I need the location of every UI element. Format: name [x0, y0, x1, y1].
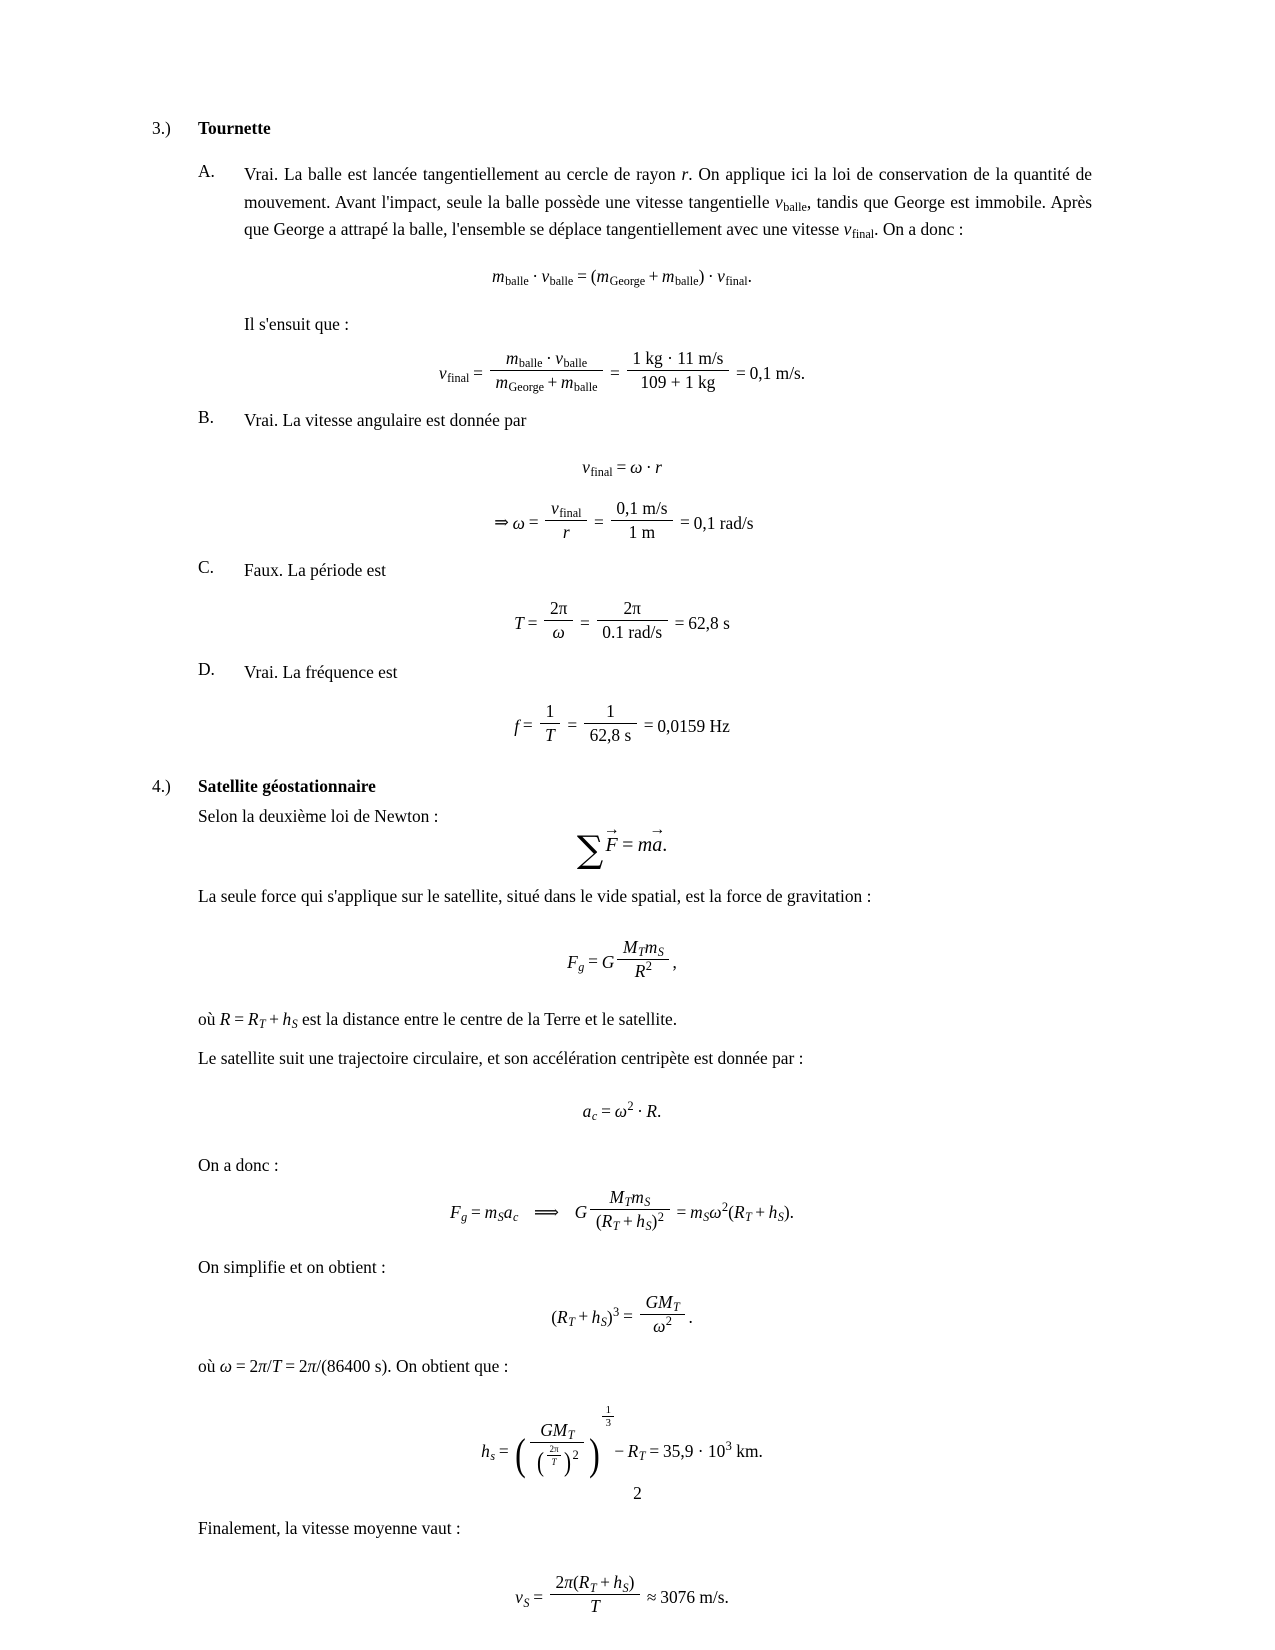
math-summation-symbol: ∑ [576, 828, 604, 872]
fraction-numerator: 2π [549, 598, 568, 618]
math-var-r: r [681, 164, 689, 184]
equation-v-omega-r [152, 457, 1092, 478]
math-sub: final [447, 371, 470, 386]
fraction-1-over-628 [584, 701, 637, 746]
text-fragment: . On obtient que : [387, 1355, 509, 1376]
math-equals: = [594, 512, 604, 533]
math-var-v-final: v [843, 219, 852, 239]
fraction-numerator: 2π [623, 598, 641, 618]
math-implies-arrow: ⟹ [534, 1201, 559, 1222]
math-paren-close: ) [698, 265, 705, 286]
math-sub: balle [563, 356, 588, 371]
math-a: a [652, 834, 663, 856]
math-dot: · [707, 265, 714, 286]
text-fragment: . On a donc : [874, 219, 964, 239]
math-sub: S [497, 1210, 504, 1225]
section-3-item-D-letter: D. [198, 659, 215, 679]
math-plus: + [648, 265, 659, 286]
math-omega: ω [709, 1201, 722, 1222]
fraction-numerator: 0,1 m/s [616, 497, 668, 518]
centripetal-intro-text: Le satellite suit une trajectoire circulaire, et son accélération centripète est donnée par : [198, 1048, 804, 1068]
math-v: v [551, 497, 559, 518]
math-equals: = [498, 1440, 509, 1461]
math-plus: + [578, 1306, 589, 1327]
math-R: R [247, 1008, 259, 1029]
math-h: h [768, 1201, 778, 1222]
math-h: h [282, 1008, 292, 1029]
fraction-numerator [617, 937, 669, 959]
math-equals: = [522, 715, 533, 736]
fraction-v-over-r [545, 498, 587, 543]
math-sub-final: final [851, 227, 875, 242]
math-exponent: 2 [657, 1209, 664, 1224]
math-result: 3076 m/s. [660, 1587, 729, 1608]
math-approx-sign: ≈ [646, 1587, 657, 1608]
math-comma: , [672, 951, 677, 972]
equation-gravitational-force [152, 937, 1092, 982]
math-exponent-onethird [602, 1405, 614, 1430]
math-h: h [636, 1211, 645, 1231]
fraction-numerator: 1 [606, 700, 615, 721]
section-3-title: Tournette [198, 118, 271, 138]
math-sub: T [745, 1210, 752, 1225]
math-r: r [655, 456, 662, 477]
math-plus: + [622, 1211, 633, 1231]
math-sub: c [591, 1108, 598, 1123]
math-omega: ω [630, 456, 643, 477]
fraction-denominator: T [547, 1455, 562, 1467]
math-equals: = [622, 834, 634, 856]
math-plus: + [547, 372, 558, 392]
omega-definition-text [198, 1353, 1092, 1381]
math-sub: T [637, 944, 645, 959]
math-sub: S [657, 944, 664, 959]
math-m: m [661, 265, 675, 286]
fraction-denominator: 109 + 1 kg [627, 370, 729, 393]
equation-vfinal [152, 348, 1092, 393]
math-period: . [662, 834, 668, 856]
math-v: v [717, 265, 725, 286]
math-sub: George [508, 380, 545, 395]
math-m: m [690, 1201, 703, 1222]
math-dot: · [546, 348, 552, 368]
math-sub: final [559, 505, 582, 520]
il-sensuit-text: Il s'ensuit que : [244, 313, 350, 334]
math-sub: balle [573, 380, 598, 395]
math-implies-arrow: ⇒ [494, 512, 509, 533]
math-equals: = [676, 1201, 687, 1222]
gravitation-intro-text: La seule force qui s'applique sur le satellite, situé dans le vide spatial, est la force de gravitation : [198, 886, 872, 906]
math-sub: S [777, 1210, 784, 1225]
section-3-item-B [198, 407, 1092, 435]
gravitation-intro-wrap [152, 883, 1092, 911]
fraction-numerator [530, 1420, 584, 1442]
omega-definition-wrap [152, 1353, 1092, 1381]
text-fragment: Vrai. La balle est lancée tangentiellement au cercle de rayon [244, 164, 682, 184]
math-sub: final [725, 273, 748, 288]
section-3-item-B-letter: B. [198, 407, 214, 427]
math-period: . [688, 1306, 693, 1327]
section-3-number: 3.) [152, 118, 171, 138]
math-result: 62,8 s [688, 612, 730, 633]
math-m: m [484, 1201, 498, 1222]
math-sub: g [461, 1210, 468, 1225]
fraction-denominator: ω [544, 620, 573, 643]
fraction-denominator: ( $\frac{2\pi}{T}$ )$^2$ [530, 1442, 584, 1471]
fraction-denominator: T [550, 1594, 640, 1617]
fraction-2pi-T [547, 1444, 562, 1467]
math-M: M [658, 1291, 673, 1312]
equation-frequency [152, 701, 1092, 746]
math-sub: S [291, 1016, 298, 1031]
math-sub: S [644, 1195, 651, 1210]
math-sub: T [258, 1016, 266, 1031]
equation-newton-second-law [152, 821, 1092, 872]
equation-satellite-altitude: $h_s$ = ( $GM_T$ ( $\frac{2\pi}{T}$ )$^2$ ) $\frac{1}{3}$ − $R_T = 35,9 \cdot 10^3$ km. [481, 1403, 763, 1480]
math-v: v [582, 456, 590, 477]
math-paren-open: ( [595, 1211, 602, 1231]
math-paren-close: ) [651, 1211, 658, 1231]
section-3-item-C-letter: C. [198, 556, 214, 577]
fraction-MTmS-RThS2 [590, 1187, 669, 1232]
math-dot: · [532, 265, 538, 286]
math-equals: = [649, 1440, 660, 1461]
on-simplifie-text: On simplifie et on obtient : [198, 1257, 386, 1277]
fraction-omega-numeric [611, 498, 673, 543]
math-equals: = [234, 1008, 244, 1029]
math-equals: = [527, 612, 538, 633]
section-3-item-A-follow [198, 311, 1092, 339]
math-minus: − [614, 1440, 625, 1461]
math-sub: T [624, 1195, 632, 1210]
fraction-numerator: 1 kg · 11 m/s [632, 348, 724, 368]
text-fragment: est la distance entre le centre de la Terre et le satellite. [297, 1008, 678, 1029]
math-result-unit: km. [731, 1440, 763, 1461]
math-paren-open: ( [590, 265, 597, 286]
section-3-item-B-text: Vrai. La vitesse angulaire est donnée par [244, 410, 527, 430]
math-equals: = [567, 715, 578, 736]
math-R: R [601, 1211, 613, 1231]
fraction-circumference-period [550, 1572, 640, 1617]
on-a-donc-text: On a donc : [198, 1154, 279, 1175]
text-fragment: , tandis que George est immobile. Après que George a attrapé la balle, l'ensemble se déplace tangentiellement avec une vitesse [244, 191, 1092, 239]
page-body [152, 118, 1092, 1617]
math-m: m [644, 936, 658, 957]
fraction-numerator [590, 1187, 669, 1209]
math-R: R [627, 1440, 639, 1461]
fraction-numerator [640, 1292, 685, 1314]
math-sub: c [512, 1210, 519, 1225]
math-G: G [601, 951, 615, 972]
math-sub: S [645, 1219, 652, 1234]
vector-arrow-icon: → [649, 821, 666, 839]
math-omega: ω [219, 1355, 233, 1376]
math-a: a [582, 1100, 592, 1121]
math-sub: balle [674, 273, 699, 288]
text-fragment: où [198, 1355, 220, 1376]
math-m: m [560, 372, 574, 392]
fraction-denominator: r [545, 520, 587, 543]
math-a: a [503, 1201, 513, 1222]
math-result-mantissa: 35,9 · 10 [662, 1440, 726, 1461]
math-exponent: 2 [627, 1099, 634, 1113]
math-R: R [634, 960, 646, 981]
section-3-item-D-text: Vrai. La fréquence est [244, 662, 398, 682]
math-result: 0,1 rad/s [693, 512, 754, 533]
math-exponent: 2 [645, 959, 653, 973]
math-equals: = [533, 1587, 544, 1608]
fraction-denominator [617, 959, 669, 982]
fraction-1-over-T [540, 701, 561, 746]
fraction-denominator: 1 m [611, 520, 673, 543]
fraction-2pi-omega [544, 598, 573, 643]
equation-omega-value [152, 498, 1092, 543]
math-equals: = [643, 715, 654, 736]
section-4-number: 4.) [152, 775, 171, 796]
math-paren-open: ( [551, 1306, 557, 1327]
math-exponent: 3 [725, 1439, 732, 1454]
fraction-denominator [490, 370, 603, 393]
math-sub: T [568, 1314, 575, 1329]
equation-momentum-conservation [152, 266, 1092, 287]
math-paren-close: ) [606, 1306, 613, 1327]
equation-force-equals-ma [152, 1187, 1092, 1232]
math-equals: = [610, 362, 620, 383]
on-simplifie-wrap [152, 1254, 1092, 1282]
math-omega: ω [512, 512, 525, 533]
math-dot: · [637, 1100, 643, 1121]
where-R-text [198, 1006, 1092, 1034]
math-sub: g [578, 959, 585, 974]
equation-mean-velocity [152, 1572, 1092, 1617]
math-sub: final [590, 464, 613, 479]
section-4-title: Satellite géostationnaire [198, 775, 376, 796]
on-a-donc-wrap [152, 1152, 1092, 1180]
math-G: G [540, 1420, 553, 1440]
math-equals: = [473, 362, 483, 383]
section-3-item-C [198, 557, 1092, 585]
finalement-wrap [152, 1515, 1092, 1543]
math-sub: T [638, 1449, 646, 1464]
section-3-item-D [198, 659, 1092, 687]
math-plus: + [755, 1201, 766, 1222]
math-equals: = [579, 612, 590, 633]
math-equals: = [285, 1355, 296, 1376]
math-R: R [733, 1201, 745, 1222]
fraction-denominator [640, 1314, 685, 1337]
vector-arrow-icon: → [603, 821, 620, 839]
newton-intro-text: Selon la deuxième loi de Newton : [198, 805, 439, 826]
math-equals: = [528, 512, 539, 533]
math-M: M [609, 1187, 624, 1207]
math-equals: = [616, 456, 627, 477]
fraction-GMT-2piT2 [530, 1420, 584, 1477]
math-sub: T [567, 1428, 575, 1443]
equation-cube-radius [152, 1292, 1092, 1337]
math-f: f [514, 715, 520, 736]
math-m: m [495, 372, 509, 392]
math-m: m [596, 265, 610, 286]
fraction-2pi-numeric [597, 598, 668, 643]
math-paren-close: ) [783, 1201, 790, 1222]
math-G: G [645, 1291, 658, 1312]
math-exponent: 2 [572, 1448, 579, 1463]
math-equals: = [577, 265, 587, 286]
fraction-one-third [602, 1405, 614, 1430]
math-2pi-over-T: 2π/T [249, 1355, 282, 1376]
math-m: m [631, 1187, 644, 1207]
math-R: R [556, 1306, 568, 1327]
math-T: T [514, 612, 524, 633]
fraction-denominator: 0.1 rad/s [597, 620, 668, 643]
math-sub: s [490, 1449, 496, 1464]
section-4-body [152, 803, 1092, 831]
fraction-numerator: 1 [605, 1403, 612, 1416]
math-dot: · [645, 456, 652, 477]
math-equals: = [680, 512, 690, 533]
math-exponent: 2 [665, 1314, 673, 1328]
math-equals: = [471, 1201, 481, 1222]
section-4 [152, 776, 1092, 797]
math-2pi-over-86400: 2π/(86400 s) [298, 1355, 388, 1376]
math-F: F [605, 834, 618, 856]
math-v: v [555, 348, 563, 368]
math-var-v-balle: v [775, 191, 783, 212]
equation-period [152, 598, 1092, 643]
math-sub: S [600, 1314, 607, 1329]
math-power-group: $GM_T$ ( $\frac{2\pi}{T}$ )$^2$ ) $\frac{1}{3}$ [527, 1420, 602, 1471]
section-3-item-A [198, 161, 1092, 244]
math-sub: balle [518, 356, 543, 371]
math-h: h [591, 1306, 601, 1327]
math-omega: ω [614, 1100, 627, 1121]
page-number: 2 [633, 1483, 642, 1503]
math-sub-balle: balle [783, 199, 807, 214]
math-equals: = [674, 612, 685, 633]
math-equals: = [601, 1100, 611, 1121]
math-vector-F [603, 821, 620, 857]
fraction-MTmS-R2 [617, 937, 669, 982]
fraction-numerator: $2\pi(R_T + h_S)$ [555, 1572, 635, 1595]
finalement-text: Finalement, la vitesse moyenne vaut : [198, 1517, 461, 1538]
math-period: . [656, 1100, 662, 1121]
math-exponent: 3 [613, 1304, 620, 1319]
math-omega: ω [653, 1315, 666, 1336]
section-3 [152, 118, 1092, 139]
math-equals: = [735, 362, 746, 383]
math-sub: balle [505, 273, 529, 288]
math-F: F [567, 951, 578, 972]
math-paren-open: ( [728, 1201, 734, 1222]
section-3-item-A-text [244, 161, 1092, 244]
math-sub: T [672, 1299, 680, 1314]
fraction-GMT-omega2 [640, 1292, 685, 1337]
math-m: m [492, 265, 505, 286]
fraction-denominator: 3 [602, 1416, 614, 1429]
fraction-denominator [590, 1209, 669, 1232]
math-G: G [574, 1201, 588, 1222]
math-v: v [438, 362, 447, 383]
fraction-numerator [490, 348, 603, 370]
math-vector-a [649, 821, 666, 857]
math-equals: = [235, 1355, 246, 1376]
math-v: v [515, 1587, 523, 1608]
text-fragment: où [198, 1008, 220, 1029]
fraction-numerator: 2π [549, 1444, 559, 1454]
math-sub: S [703, 1210, 710, 1225]
math-result: 0,0159 Hz [657, 715, 730, 736]
fraction-numerator: 1 [545, 700, 555, 721]
math-period: . [789, 1201, 794, 1222]
fraction-momentum [490, 348, 603, 393]
text-fragment: . On applique ici la loi de conservation de la quantité de mouvement. Avant l'impact, seule la balle possède une vitesse tangentielle [244, 164, 1092, 212]
fraction-numerator [545, 498, 587, 520]
math-plus: + [269, 1008, 279, 1029]
math-sub: T [612, 1219, 620, 1234]
fraction-numeric [627, 348, 729, 393]
math-result: 0,1 m/s. [749, 362, 806, 383]
math-sub: balle [549, 273, 574, 288]
math-m: m [637, 834, 653, 856]
math-exponent: 2 [721, 1200, 729, 1215]
math-v: v [541, 265, 550, 286]
math-h: h [481, 1440, 490, 1461]
math-sub: George [609, 273, 646, 288]
equation-centripetal-acceleration [152, 1101, 1092, 1122]
math-period: . [747, 265, 752, 286]
math-F: F [450, 1201, 461, 1222]
math-M: M [622, 936, 638, 957]
where-R-wrap [152, 1006, 1092, 1073]
fraction-denominator: 62,8 s [584, 723, 637, 746]
fraction-denominator: T [540, 723, 561, 746]
math-R: R [219, 1008, 231, 1029]
section-3-item-C-text: Faux. La période est [244, 559, 386, 580]
math-sub: S [523, 1595, 530, 1610]
math-M: M [552, 1420, 568, 1440]
section-3-item-A-letter: A. [198, 161, 215, 181]
math-equals: = [588, 951, 598, 972]
math-R: R [646, 1100, 657, 1121]
math-m: m [505, 348, 519, 368]
math-equals: = [623, 1306, 633, 1327]
